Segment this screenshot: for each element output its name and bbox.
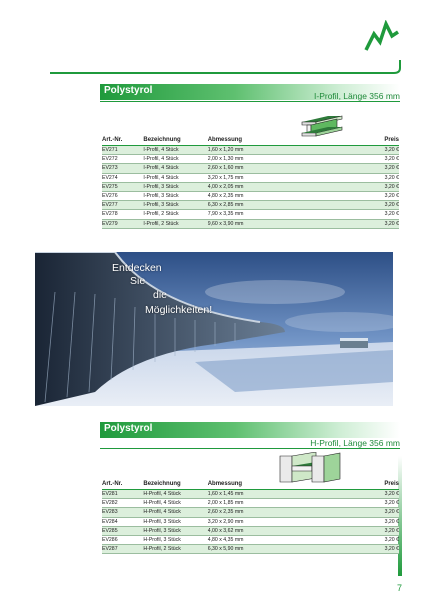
cell-bezeichnung: I-Profil, 3 Stück	[143, 182, 207, 191]
product-table-i-profil	[102, 135, 399, 229]
cell-bezeichnung: I-Profil, 2 Stück	[143, 210, 207, 219]
cell-abmessung: 2,00 x 1,30 mm	[208, 155, 385, 164]
cell-abmessung: 2,60 x 2,35 mm	[208, 508, 385, 517]
column-header-bezeichnung: Bezeichnung	[143, 135, 207, 146]
table-row	[102, 526, 399, 535]
cell-preis: 3,20 €	[384, 211, 399, 218]
table-row	[102, 173, 399, 182]
cell-art-nr: EV274	[102, 173, 143, 182]
cell-abmessung: 4,80 x 4,35 mm	[208, 535, 385, 544]
cell-abmessung: 9,60 x 3,90 mm	[208, 219, 385, 228]
banner-text-line-4: Möglichkeiten!	[145, 304, 213, 316]
table-header-row	[102, 479, 399, 490]
table-row	[102, 182, 399, 191]
cell-bezeichnung: H-Profil, 3 Stück	[143, 517, 207, 526]
cell-art-nr: EV282	[102, 499, 143, 508]
table-row	[102, 191, 399, 200]
cell-art-nr: EV277	[102, 201, 143, 210]
column-header-abmessung: Abmessung	[208, 479, 385, 490]
table-row	[102, 201, 399, 210]
cell-preis: 3,20 €	[384, 193, 399, 200]
section-subtitle: I-Profil, Länge 356 mm	[314, 91, 400, 101]
cell-art-nr: EV284	[102, 517, 143, 526]
cell-art-nr: EV276	[102, 191, 143, 200]
cell-abmessung: 3,20 x 2,90 mm	[208, 517, 385, 526]
cell-art-nr: EV279	[102, 219, 143, 228]
cell-art-nr: EV271	[102, 146, 143, 155]
cell-abmessung: 4,00 x 2,05 mm	[208, 182, 385, 191]
photo-illustration	[35, 252, 393, 406]
cell-bezeichnung: I-Profil, 3 Stück	[143, 191, 207, 200]
cell-bezeichnung: I-Profil, 4 Stück	[143, 164, 207, 173]
cell-art-nr: EV287	[102, 545, 143, 554]
cell-art-nr: EV281	[102, 490, 143, 499]
banner-text-line-2: Sie	[130, 275, 146, 287]
section-header-bar	[100, 422, 400, 438]
cell-bezeichnung: I-Profil, 4 Stück	[143, 173, 207, 182]
section-subtitle: H-Profil, Länge 356 mm	[310, 438, 400, 448]
cell-bezeichnung: I-Profil, 3 Stück	[143, 201, 207, 210]
cell-preis: 3,20 €	[384, 500, 399, 507]
cell-art-nr: EV275	[102, 182, 143, 191]
cell-bezeichnung: H-Profil, 3 Stück	[143, 535, 207, 544]
cell-bezeichnung: I-Profil, 4 Stück	[143, 155, 207, 164]
table-row	[102, 545, 399, 554]
cell-art-nr: EV283	[102, 508, 143, 517]
column-header-preis: Preis	[384, 479, 399, 490]
cell-preis: 3,20 €	[384, 537, 399, 544]
table-row	[102, 535, 399, 544]
cell-bezeichnung: H-Profil, 4 Stück	[143, 499, 207, 508]
page-number: 7	[396, 583, 402, 593]
cell-abmessung: 2,00 x 1,85 mm	[208, 499, 385, 508]
cell-preis: 3,20 €	[384, 220, 399, 227]
section-divider	[100, 448, 400, 449]
cell-preis: 3,20 €	[384, 183, 399, 190]
table-row	[102, 508, 399, 517]
product-table-h-profil	[102, 479, 399, 554]
table-row	[102, 146, 399, 155]
cell-abmessung: 1,60 x 1,20 mm	[208, 146, 385, 155]
cell-preis: 3,20 €	[384, 165, 399, 172]
table-row	[102, 155, 399, 164]
table-row	[102, 210, 399, 219]
banner-text-line-3: die	[153, 289, 168, 301]
cell-preis: 3,20 €	[384, 518, 399, 525]
cell-preis: 3,20 €	[384, 156, 399, 163]
architecture-photo	[35, 252, 393, 406]
cell-preis: 3,20 €	[384, 491, 399, 498]
banner-text-line-1: Entdecken	[112, 262, 162, 274]
cell-preis: 3,20 €	[384, 202, 399, 209]
cell-abmessung: 6,30 x 5,90 mm	[208, 545, 385, 554]
section-title: Polystyrol	[104, 423, 153, 434]
cell-abmessung: 6,30 x 2,85 mm	[208, 201, 385, 210]
cell-bezeichnung: H-Profil, 2 Stück	[143, 545, 207, 554]
cell-preis: 3,20 €	[384, 546, 399, 553]
cell-abmessung: 4,00 x 3,62 mm	[208, 526, 385, 535]
cell-bezeichnung: H-Profil, 3 Stück	[143, 526, 207, 535]
table-row	[102, 164, 399, 173]
cell-preis: 3,20 €	[384, 509, 399, 516]
column-header-bezeichnung: Bezeichnung	[143, 479, 207, 490]
cell-preis: 3,20 €	[384, 527, 399, 534]
cell-art-nr: EV273	[102, 164, 143, 173]
table-row	[102, 517, 399, 526]
cell-preis: 3,20 €	[384, 174, 399, 181]
cell-abmessung: 1,60 x 1,45 mm	[208, 490, 385, 499]
cell-preis: 3,20 €	[384, 147, 399, 154]
cell-abmessung: 7,90 x 3,35 mm	[208, 210, 385, 219]
cell-art-nr: EV272	[102, 155, 143, 164]
column-header-abmessung: Abmessung	[208, 135, 385, 146]
section-divider	[100, 101, 400, 102]
section-title: Polystyrol	[104, 85, 153, 96]
table-header-row	[102, 135, 399, 146]
table-row	[102, 490, 399, 499]
cell-art-nr: EV285	[102, 526, 143, 535]
table-row	[102, 499, 399, 508]
cell-bezeichnung: I-Profil, 4 Stück	[143, 146, 207, 155]
cell-abmessung: 4,80 x 2,35 mm	[208, 191, 385, 200]
cell-bezeichnung: I-Profil, 2 Stück	[143, 219, 207, 228]
cell-bezeichnung: H-Profil, 4 Stück	[143, 508, 207, 517]
cell-bezeichnung: H-Profil, 4 Stück	[143, 490, 207, 499]
cell-art-nr: EV286	[102, 535, 143, 544]
top-divider	[50, 60, 402, 74]
table-row	[102, 219, 399, 228]
column-header-art-nr: Art.-Nr.	[102, 135, 143, 146]
cell-abmessung: 2,60 x 1,60 mm	[208, 164, 385, 173]
cell-art-nr: EV278	[102, 210, 143, 219]
column-header-art-nr: Art.-Nr.	[102, 479, 143, 490]
column-header-preis: Preis	[384, 135, 399, 146]
cell-abmessung: 3,20 x 1,75 mm	[208, 173, 385, 182]
